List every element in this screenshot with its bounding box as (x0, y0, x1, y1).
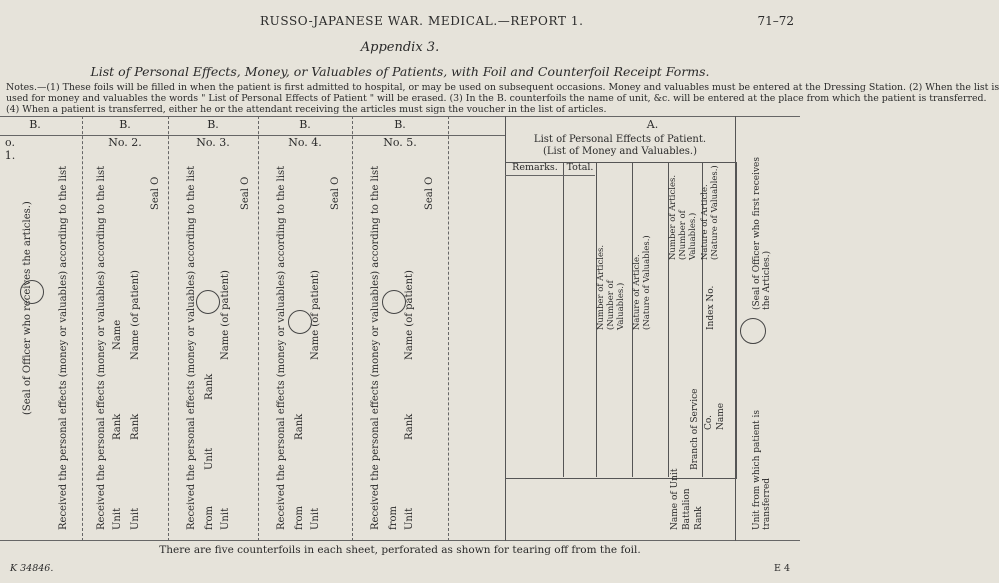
seal-stamp (382, 290, 406, 314)
counterfoil-5-patient: Name (of patient) (404, 270, 415, 360)
footer-right: E 4 (774, 563, 790, 574)
foil-seal-first: (Seal of Officer who first receives the Articles.) (752, 157, 772, 310)
foil-letter: A. (646, 118, 659, 131)
page-number: 71–72 (757, 14, 794, 28)
seal-stamp (196, 290, 220, 314)
counterfoil-3-seal: Seal O (240, 176, 251, 210)
top-rule (0, 116, 800, 117)
foil-title: List of Personal Effects of Patient. (533, 134, 707, 145)
appendix-title: Appendix 3. (360, 40, 440, 55)
counterfoil-4-unit: Unit (310, 507, 321, 530)
counterfoil-4-from: from (294, 506, 305, 530)
counterfoil-2-rank: Rank (112, 413, 123, 440)
foil-branch: Branch of Service (690, 388, 700, 470)
seal-stamp (288, 310, 312, 334)
counterfoil-3-received-text: Received the personal effects (money or valuables) according to the list (186, 165, 197, 530)
form-subtitle: List of Personal Effects, Money, or Valuables of Patients, with Foil and Counterfoil Receipt Forms. (90, 64, 710, 79)
counterfoil-1-letter: B. (29, 118, 41, 131)
counterfoil-3-unit: Unit (204, 447, 215, 470)
note-line: (4) When a patient is transferred, either he or the attendant receiving the articles must sign the voucher in the list of articles. (6, 104, 607, 115)
counterfoil-3-number: No. 3. (196, 136, 230, 149)
counterfoil-1-from-text: Received the personal effects (money or valuables) according to the list (58, 165, 69, 530)
foil-from-unit: Unit from which patient is transferred (752, 410, 772, 530)
foil-co: Co. (704, 414, 714, 430)
counterfoil-2-unit: Unit (112, 507, 123, 530)
foil-name: Name (716, 402, 726, 430)
counterfoil-1-seal-text: (Seal of Officer who receives the articles.) (22, 201, 33, 415)
counterfoil-4-received-text: Received the personal effects (money or valuables) according to the list (276, 165, 287, 530)
counterfoil-2-name: Name (112, 319, 123, 350)
notes (0, 82, 999, 115)
counterfoil-4-letter: B. (299, 118, 311, 131)
counterfoil-1-number: o. 1. (4, 136, 16, 162)
perforation (352, 116, 353, 541)
counterfoil-5-unit: Unit (404, 507, 415, 530)
counterfoil-4-patient: Name (of patient) (310, 270, 321, 360)
perforation (168, 116, 169, 541)
foil-total: Total. (566, 162, 594, 173)
running-title: RUSSO-JAPANESE WAR. MEDICAL.—REPORT 1. (260, 14, 584, 28)
foil-col-nature: Nature of Article. (Nature of Valuables.) (700, 165, 720, 260)
counterfoil-3-patient: Name (of patient) (220, 270, 231, 360)
counterfoil-5-letter: B. (394, 118, 406, 131)
bottom-rule (0, 540, 800, 541)
counterfoil-2-patient: Name (of patient) (130, 270, 141, 360)
foil-index: Index No. (706, 285, 716, 330)
foil-battalion: Battalion (682, 488, 692, 530)
foil-col-number: Number of Articles. (Number of Valuables.) (668, 174, 698, 260)
counterfoil-2-seal: Seal O (150, 176, 161, 210)
foil-unit-name: Name of Unit (670, 468, 680, 530)
note-line: Notes.—(1) These foils will be filled in when the patient is first admitted to hospital, or may be used on subsequent occasions. Money and valuables must be entered at the Dressing Station. (2) When the list is (6, 82, 999, 93)
counterfoil-3-unit2: Unit (220, 507, 231, 530)
perforation (82, 116, 83, 541)
counterfoil-5-rank: Rank (404, 413, 415, 440)
counterfoil-2-rank2: Rank (130, 413, 141, 440)
note-line: used for money and valuables the words " List of Personal Effects of Patient " will be erased. (3) In the B. counterfoils the name of unit, &c. will be entered at the place from which the patient is transferred. (6, 93, 987, 104)
counterfoil-3-rank: Rank (204, 373, 215, 400)
counterfoil-2-received-text: Received the personal effects (money or valuables) according to the list (96, 165, 107, 530)
perforation (448, 116, 449, 541)
counterfoil-5-number: No. 5. (383, 136, 417, 149)
counterfoil-2-letter: B. (119, 118, 131, 131)
counterfoil-5-seal: Seal O (424, 176, 435, 210)
foil-col-number-2: Number of Articles. (Number of Valuables.) (596, 244, 626, 330)
perforation (258, 116, 259, 541)
counterfoil-5-from: from (388, 506, 399, 530)
seal-stamp (20, 280, 44, 304)
counterfoil-4-seal: Seal O (330, 176, 341, 210)
page-header (0, 14, 800, 34)
counterfoil-5-received-text: Received the personal effects (money or valuables) according to the list (370, 165, 381, 530)
foil-title-2: (List of Money and Valuables.) (543, 146, 697, 157)
footer-left: K 34846. (10, 563, 54, 574)
foil-remarks: Remarks. (512, 162, 558, 173)
counterfoil-4-number: No. 4. (288, 136, 322, 149)
footer-note: There are five counterfoils in each sheet, perforated as shown for tearing off from the foil. (159, 544, 641, 556)
counterfoil-2-unit2: Unit (130, 507, 141, 530)
seal-stamp (740, 318, 766, 344)
foil-rank: Rank (694, 506, 704, 530)
foil-head-rule (505, 175, 595, 176)
counterfoil-2-number: No. 2. (108, 136, 142, 149)
foil-right-line (735, 116, 736, 541)
counterfoil-4-rank: Rank (294, 413, 305, 440)
foil-col-line (563, 162, 564, 477)
foil-col-nature-2: Nature of Article. (Nature of Valuables.) (632, 235, 652, 330)
counterfoil-3-from: from (204, 506, 215, 530)
counterfoil-3-letter: B. (207, 118, 219, 131)
